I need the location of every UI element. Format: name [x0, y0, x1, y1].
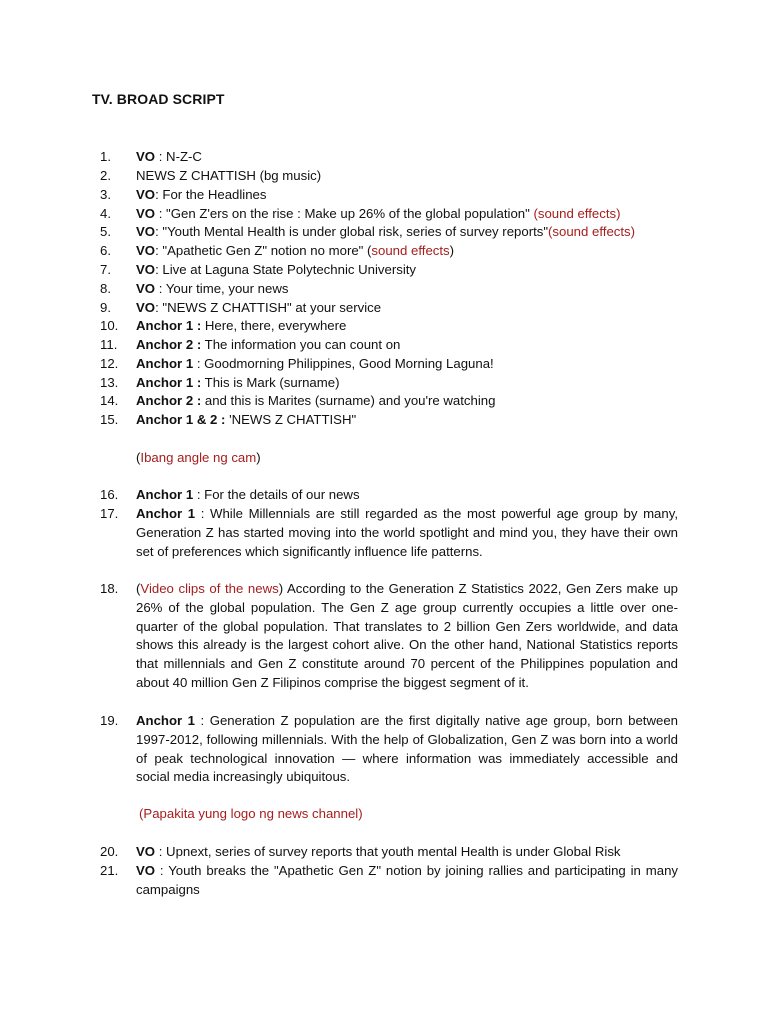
script-text: and this is Marites (surname) and you're watching: [201, 393, 496, 408]
item-number: 3.: [100, 187, 111, 202]
script-item-9: [100, 299, 678, 318]
script-text: ): [256, 450, 261, 465]
script-item-8: [100, 280, 678, 299]
item-body: [136, 280, 678, 299]
item-body: [136, 242, 678, 261]
script-text: ): [449, 243, 455, 258]
speaker-label: VO: [136, 243, 156, 258]
camera-angle-note: [136, 449, 261, 468]
script-item-18: [100, 580, 678, 693]
script-item-7: [100, 261, 678, 280]
script-text: Here, there, everywhere: [201, 318, 347, 333]
item-body: [136, 374, 678, 393]
script-item-12: [100, 355, 678, 374]
item-number: 9.: [100, 300, 111, 315]
item-body: [136, 261, 678, 280]
item-number: 7.: [100, 262, 111, 277]
speaker-label: VO: [136, 187, 156, 202]
script-text: : N-Z-C: [155, 149, 202, 164]
script-text: NEWS Z CHATTISH (bg music): [136, 168, 322, 183]
item-body: [136, 355, 678, 374]
script-item-13: [100, 374, 678, 393]
item-body: [136, 148, 678, 167]
speaker-label: VO: [136, 206, 156, 221]
item-body: [136, 223, 678, 242]
script-text: (: [136, 450, 141, 465]
script-item-16: [100, 486, 678, 505]
speaker-label: VO: [136, 863, 156, 878]
production-cue: Video clips of the news: [140, 581, 279, 596]
script-text: : Generation Z population are the first digitally native age group, born between 1997-2012, following millennials. With the help of Globalization, Gen Z was born into a world of peak technological innovation — where information was immediately accessible and social media increasingly ubiquitous.: [136, 713, 679, 785]
script-item-21: [100, 862, 678, 900]
item-number: 8.: [100, 281, 111, 296]
item-body: [136, 580, 678, 693]
production-cue: (sound effects): [533, 206, 621, 221]
script-text: : "Apathetic Gen Z" notion no more" (: [155, 243, 372, 258]
script-item-1: [100, 148, 678, 167]
speaker-label: VO: [136, 281, 156, 296]
script-text: 'NEWS Z CHATTISH": [225, 412, 357, 427]
script-item-15: [100, 411, 678, 430]
script-item-6: [100, 242, 678, 261]
item-number: 1.: [100, 149, 111, 164]
item-body: [136, 843, 678, 862]
script-item-4: [100, 205, 678, 224]
script-item-3: [100, 186, 678, 205]
item-number: 17.: [100, 506, 119, 521]
script-text: : "NEWS Z CHATTISH" at your service: [155, 300, 382, 315]
item-number: 2.: [100, 168, 111, 183]
speaker-label: Anchor 2 :: [136, 393, 202, 408]
production-cue: sound effects: [371, 243, 450, 258]
item-number: 5.: [100, 224, 111, 239]
script-item-20: [100, 843, 678, 862]
item-number: 11.: [100, 337, 118, 352]
item-body: [136, 505, 678, 561]
script-text: : "Gen Z'ers on the rise : Make up 26% of the global population": [155, 206, 534, 221]
speaker-label: Anchor 1 :: [136, 375, 202, 390]
item-body: [136, 186, 678, 205]
speaker-label: VO: [136, 262, 156, 277]
script-text: : While Millennials are still regarded as the most powerful age group by many, Generation Z has started moving into the world spotlight and mind you, they have their own set of preferences which significantly influence life patterns.: [136, 506, 679, 559]
production-cue: (Papakita yung logo ng news channel): [139, 806, 363, 821]
item-body: [136, 299, 678, 318]
speaker-label: Anchor 1: [136, 713, 196, 728]
item-body: [136, 862, 678, 900]
item-body: [136, 392, 678, 411]
script-item-10: [100, 317, 678, 336]
item-number: 20.: [100, 844, 119, 859]
speaker-label: VO: [136, 844, 156, 859]
item-body: [136, 411, 678, 430]
script-item-2: [100, 167, 678, 186]
item-body: [136, 205, 678, 224]
document-title: TV. BROAD SCRIPT: [92, 91, 225, 107]
script-text: : Your time, your news: [155, 281, 289, 296]
speaker-label: Anchor 2 :: [136, 337, 202, 352]
script-text: : Goodmorning Philippines, Good Morning Laguna!: [193, 356, 494, 371]
script-text: : For the Headlines: [155, 187, 267, 202]
item-number: 4.: [100, 206, 111, 221]
script-item-19: [100, 712, 678, 787]
production-cue: Ibang angle ng cam: [140, 450, 257, 465]
script-item-11: [100, 336, 678, 355]
item-number: 21.: [100, 863, 119, 878]
item-body: [136, 486, 678, 505]
item-number: 19.: [100, 713, 119, 728]
speaker-label: Anchor 1: [136, 506, 196, 521]
script-text: : Upnext, series of survey reports that youth mental Health is under Global Risk: [155, 844, 621, 859]
script-item-14: [100, 392, 678, 411]
speaker-label: VO: [136, 149, 156, 164]
script-item-5: [100, 223, 678, 242]
speaker-label: Anchor 1 :: [136, 318, 202, 333]
script-text: The information you can count on: [201, 337, 401, 352]
item-number: 12.: [100, 356, 119, 371]
script-text: : Youth breaks the "Apathetic Gen Z" notion by joining rallies and participating in many campaigns: [136, 863, 678, 897]
item-number: 14.: [100, 393, 119, 408]
script-text: (: [136, 581, 141, 596]
item-number: 13.: [100, 375, 119, 390]
item-body: [136, 712, 678, 787]
script-text: : For the details of our news: [193, 487, 360, 502]
item-number: 18.: [100, 581, 119, 596]
speaker-label: VO: [136, 224, 156, 239]
item-number: 10.: [100, 318, 119, 333]
item-number: 16.: [100, 487, 119, 502]
script-text: This is Mark (surname): [201, 375, 340, 390]
item-number: 15.: [100, 412, 119, 427]
speaker-label: Anchor 1: [136, 356, 194, 371]
script-text: ) According to the Generation Z Statistics 2022, Gen Zers make up 26% of the global population. The Gen Z age group currently occupies a little over one-quarter of the global population. That translates to 2 billion Gen Zers worldwide, and data shows this already is the largest cohort alive. On the other hand, National Statistics reports that millennials and Gen Z constitute around 70 percent of the Philippines population and about 40 million Gen Z Filipinos comprise the biggest segment of it.: [136, 581, 678, 690]
item-number: 6.: [100, 243, 111, 258]
item-body: [136, 167, 678, 186]
speaker-label: VO: [136, 300, 156, 315]
speaker-label: Anchor 1: [136, 487, 194, 502]
script-item-17: [100, 505, 678, 561]
script-text: : "Youth Mental Health is under global risk, series of survey reports": [155, 224, 549, 239]
script-text: : Live at Laguna State Polytechnic University: [155, 262, 417, 277]
production-cue: (sound effects): [548, 224, 636, 239]
item-body: [136, 317, 678, 336]
logo-note: [139, 805, 363, 824]
speaker-label: Anchor 1 & 2 :: [136, 412, 226, 427]
item-body: [136, 336, 678, 355]
